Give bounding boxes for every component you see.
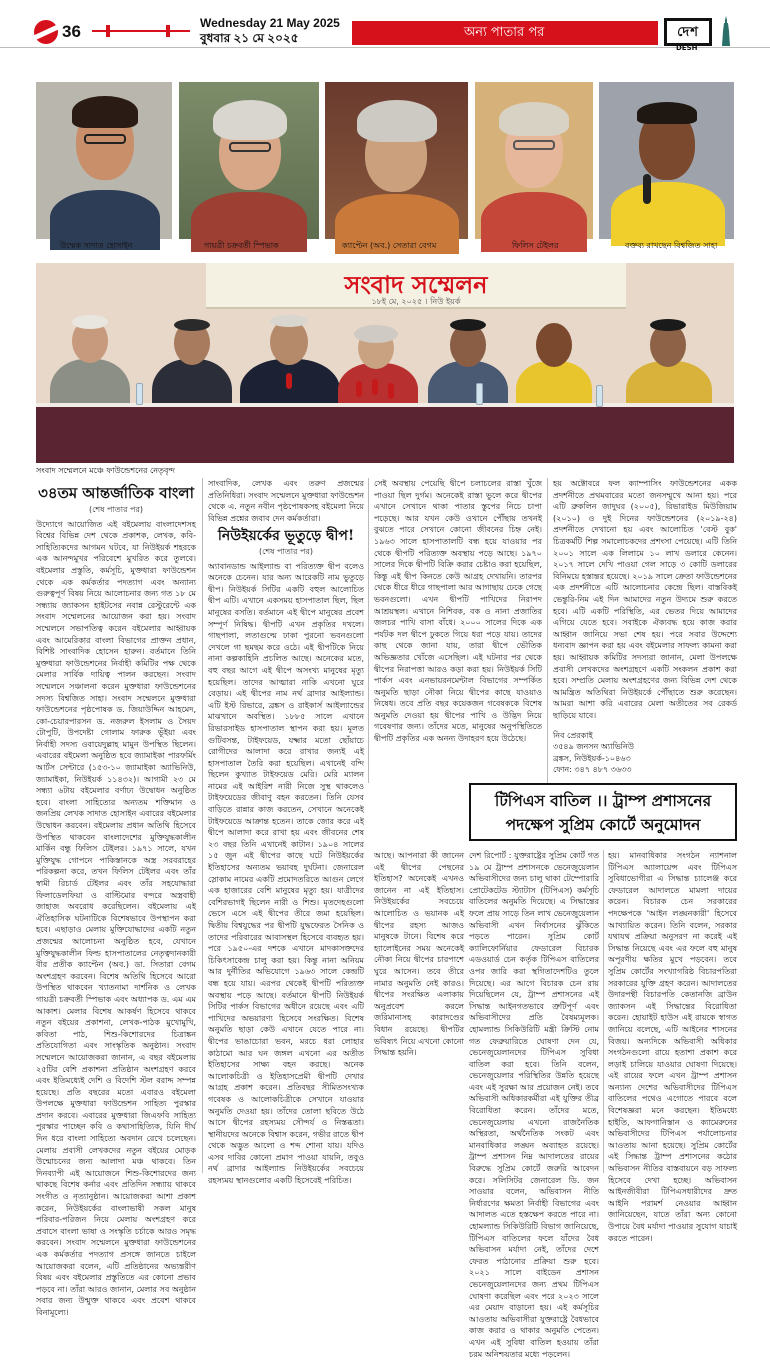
signature-block [553, 718, 737, 778]
article-bookfair-continued [208, 478, 364, 522]
press-banner [206, 263, 626, 309]
water-bottle [136, 383, 143, 405]
press-banner-title: সংবাদ সম্মেলন [344, 270, 488, 299]
tps-col2-body: হয়। মানবাধিকার সংগঠন ন্যাশনাল টিপিএস অ্যালায়েন্স এবং টিপিএস সুবিধাভোগীরা এ সিদ্ধান্ত চ্যালেঞ্জ করে ফেডারেল আদালতে মামলা দায়ের করেন। বিচারক চেন সরকারের পদক্ষেপকে 'আইন লঙ্ঘনকারী' হিসেবে আখ্যায়িত করেন। তিনি বলেন, সরকার যথাযথ প্রক্রিয়া অনুসরণ না করেই এই সিদ্ধান্ত নিয়েছে এবং এর ফলে বহু মানুষ অপূরণীয় ক্ষতির মুখে পড়বেন। তবে সুপ্রিম কোর্টের সংখ্যাগরিষ্ঠ বিচারপতিরা সরকারের যুক্তি গ্রহণ করেন। আদালতের উদারপন্থী বিচারপতি কেতানজি ব্রাউন জ্যাকসন এই সিদ্ধান্তের বিরোধিতা করেন। হোয়াইট হাউস এই রায়কে স্বাগত জানিয়ে বলেছে, এটি আইনের শাসনের বিজয়। অন্যদিকে অভিবাসী অধিকার সংগঠনগুলো রায়ে হতাশা প্রকাশ করে লড়াই চালিয়ে যাওয়ার ঘোষণা দিয়েছে। এই রায়ের ফলে এখন ট্রাম্প প্রশাসন অন্যান্য দেশের অভিবাসীদের টিপিএস বাতিলের পথেও এগোতে পারবে বলে বিশেষজ্ঞরা মনে করছেন। ইতিমধ্যে হাইতি, আফগানিস্তান ও ক্যামেরুনের অভিবাসীদের টিপিএস পর্যালোচনার আওতায় আনা হয়েছে। সুপ্রিম কোর্টের এই সিদ্ধান্ত ট্রাম্প প্রশাসনের কঠোর অভিবাসন নীতির বাস্তবায়নে বড় সাফল্য হিসেবে দেখা হচ্ছে। অভিবাসন আইনজীবীরা টিপিএসধারীদের দ্রুত আইনি পরামর্শ নেওয়ার আহ্বান জানিয়েছেন, যাতে তাঁরা অন্য কোনো উপায়ে বৈধ মর্যাদা পাওয়ার সুযোগ যাচাই করতে পারেন। [608, 851, 737, 1243]
bookfair-extra-body [374, 1174, 375, 1175]
page-number: 36 [62, 22, 81, 41]
press-conference-photo [36, 263, 734, 463]
article-ghost-island [208, 526, 364, 1186]
ghost-island-continued: (শেষ পাতার পর) [258, 547, 314, 556]
column-rule [547, 478, 548, 783]
ghost-island-col3-body: সেই অবস্থায় পেয়েছি দ্বীপে চলাচলের রাস্তা খুঁজে পাওয়া ছিল দুর্গম। অনেকেই রাস্তা ভুলে করে দ্বীপের এখানে সেখানে থাকা পাতার স্তুপের নিচে চাপা পড়েছে। আর যখন কেউ ওখানে পৌঁছায় তখনই বুঝতে পারে সেখানে কোনো জীবনের চিহ্ন নেই। ১৯৬৩ সালে হাসপাতালটি বন্ধ হয়ে যাওয়ার পর থেকে দ্বীপটি পরিত্যক্ত অবস্থায় পড়ে আছে। ১৯৭০ সালের দিকে দ্বীপটি বিক্রি করার চেষ্টাও করা হয়েছিল, কিন্তু এই দ্বীপ কিনতে কেউ আগ্রহ দেখায়নি। তারপর থেকে ধীরে ধীরে গাছপালা আর আগাছায় ঢেকে গেছে ভবনগুলো। এখন দ্বীপটি পাখিদের নিরাপদ আশ্রয়স্থল। এখানে নিশিবক, বক ও নানা প্রজাতির জলচর পাখি বাসা বাঁধে। ২০০০ সালের দিকে এক পর্যটক দল দ্বীপে ঢুকতে গিয়ে ধরা পড়ে যায়। তাদের কাছ থেকে জানা যায়, তারা দ্বীপে ভৌতিক অভিজ্ঞতার খোঁজে এসেছিল। এই ঘটনার পর থেকে দ্বীপের নিরাপত্তা আরও কড়া করা হয়। নিউইয়র্ক সিটি পার্কস এবং এনভায়রনমেন্টাল বিভাগের সম্পর্কিত অনুমতি ছাড়া নৌকা নিয়ে দ্বীপের কাছে যাওয়াও নিষেধ। তবে প্রতি বছর কয়েকজন গবেষককে বিশেষ অনুমতি দেওয়া হয় দ্বীপের পাখি ও উদ্ভিদ নিয়ে গবেষণার জন্য। তাঁদের মতে, মানুষের অনুপস্থিতিতে দ্বীপটি প্রকৃতির এক অনন্য উদাহরণ হয়ে উঠেছে। [374, 479, 542, 744]
microphone-icon [388, 383, 394, 399]
press-conference-caption: সংবাদ সম্মেলনে মঞ্চে ফাউন্ডেশনের নেতৃবৃন্দ [36, 466, 175, 475]
tps-col1-body: দেশ রিপোর্ট : যুক্তরাষ্ট্রের সুপ্রিম কোর্ট গত ১৯ মে ট্রাম্প প্রশাসনকে ভেনেজুয়েলান অভিবাসীদের জন্য চালু থাকা টেম্পোরারি প্রোটেকটেড স্ট্যাটাস (টিপিএস) কর্মসূচি বাতিলের অনুমতি দিয়েছে। এ সিদ্ধান্তের ফলে প্রায় সাড়ে তিন লাখ ভেনেজুয়েলান অভিবাসী এখন নির্বাসনের ঝুঁকিতে পড়তে পারেন। সুপ্রিম কোর্ট ক্যালিফোর্নিয়ার ফেডারেল বিচারক এডওয়ার্ড চেন কর্তৃক টিপিএস বাতিলের ওপর জারি করা স্থগিতাদেশটিও তুলে দিয়েছে। এর আগে বিচারক চেন রায় দিয়েছিলেন যে, ট্রাম্প প্রশাসনের এই সিদ্ধান্ত আইনগতভাবে ত্রুটিপূর্ণ এবং অভিবাসীদের প্রতি বৈষম্যমূলক। হোমল্যান্ড সিকিউরিটি মন্ত্রী ক্রিস্টি নোম গত ফেব্রুয়ারিতে ঘোষণা দেন যে, ভেনেজুয়েলানদের টিপিএস সুবিধা বাতিল করা হবে। তিনি বলেন, ভেনেজুয়েলার পরিস্থিতির উন্নতি হয়েছে এবং এই সুরক্ষা আর প্রয়োজন নেই। তবে অভিবাসী অধিকারকর্মীরা এই যুক্তির তীব্র বিরোধিতা করেন। তাঁদের মতে, ভেনেজুয়েলায় এখনো রাজনৈতিক অস্থিরতা, অর্থনৈতিক সংকট এবং মানবাধিকার লঙ্ঘন অব্যাহত রয়েছে। ট্রাম্প প্রশাসন নিম্ন আদালতের রায়ের বিরুদ্ধে সুপ্রিম কোর্টে জরুরি আবেদন করে। সলিসিটর জেনারেল ডি. জন সাওয়ার বলেন, অভিবাসন নীতি নির্ধারণের ক্ষমতা নির্বাহী বিভাগের এবং আদালত এতে হস্তক্ষেপ করতে পারে না। হোমল্যান্ড সিকিউরিটি বিভাগ জানিয়েছে, টিপিএস বাতিলের ফলে যাঁদের বৈধ অভিবাসন মর্যাদা নেই, তাঁদের দেশে ফেরত পাঠানোর প্রক্রিয়া শুরু হবে। ২০২১ সালে বাইডেন প্রশাসন ভেনেজুয়েলানদের জন্য প্রথম টিপিএস ঘোষণা করেছিল এবং পরে ২০২৩ সালে এর মেয়াদ বাড়ানো হয়। এই কর্মসূচির আওতায় অভিবাসীরা যুক্তরাষ্ট্রে বৈধভাবে কাজ করার ও থাকার অনুমতি পেতেন। এখন এই সুবিধা বাতিল হওয়ায় তাঁরা চরম অনিশ্চয়তার মধ্যে পড়লেন। [469, 851, 599, 1359]
photo-author [36, 82, 172, 239]
microphone-icon [356, 381, 362, 397]
caption-author: উম্মেক সাদাত হোসাইন [60, 241, 133, 250]
photo-phyllis-taylor [475, 82, 593, 239]
issue-date-bn: বুধবার ২১ মে ২০২৫ [200, 31, 299, 45]
ghost-island-col3b-body: আছে। আপনারা কী জানেন এই দ্বীপের পেছনের ইতিহাস? অনেকেই এখনও জানেন না এই ইতিহাস। নিউইয়র্কের সবচেয়ে আলোচিত ও ভয়ানক এই দ্বীপের রহস্য আজও মানুষকে টানে। বিশেষ করে হ্যালোইনের সময় অনেকেই নৌকা নিয়ে দ্বীপের চারপাশে ঘুরে আসেন। তবে তীরে নামার অনুমতি নেই কারও। দ্বীপের সংরক্ষিত এলাকায় অনুপ্রবেশ করলে জরিমানাসহ কারাদণ্ডের বিধান রয়েছে। দ্বীপটির ভবিষ্যৎ নিয়ে এখনো কোনো সিদ্ধান্ত হয়নি। [374, 851, 464, 1058]
article-ghost-island-col3 [374, 478, 542, 780]
section-title: অন্য পাতার পর [464, 25, 545, 40]
press-banner-subtitle: ১৮ই মে, ২০২৫ । নিউ ইয়র্ক [371, 297, 461, 306]
statue-of-liberty-icon [720, 16, 732, 46]
header-rule [92, 30, 190, 32]
bookfair-headline: ৩৪তম আন্তর্জাতিক বাংলা [38, 484, 194, 502]
column-rule [202, 478, 203, 1173]
photo-setara-begum [325, 82, 468, 239]
tps-headline-box [469, 783, 737, 841]
signature-text: নিব প্রেরকাই ৩৫৪৯ জনসন অ্যাভিনিউ ব্রঙ্কস, নিউইয়র্ক-১০৪৬৩ ফোন: ৩৪৭ ৪৮৭ ৩৬৩৩ [553, 730, 634, 774]
football-icon [34, 20, 58, 44]
caption-setara-begum: ক্যাপ্টেন (অব.) সেতারা বেগম [342, 241, 437, 250]
article-ghost-island-col3b [374, 850, 464, 1173]
photo-biswajit-saha [599, 82, 734, 239]
conference-table [36, 403, 734, 463]
ghost-island-headline: নিউইয়র্কের ভূতুড়ে দ্বীপ! [217, 528, 355, 544]
article-bookfair-extra [374, 1174, 375, 1175]
ghost-island-body: অ্যাবানডান্ড আইল্যান্ড বা পরিত্যক্ত দ্বীপ বলেও অনেকে চেনেন। যার অন্য আরেকটি নাম ভুতুড়ে দ্বীপ। নিউইয়র্ক সিটির একটি বহুল আলোচিত দ্বীপ এটি। এখানে একসময় হাসপাতাল ছিল, ছিল মানুষের বসতি। বর্তমানে এই দ্বীপে মানুষের প্রবেশ সম্পূর্ণ নিষিদ্ধ। দ্বীপটি এখন প্রকৃতির দখলে। গাছপালা, লতাগুল্মে ঢাকা পুরনো ভবনগুলো দেখলে গা ছমছম করে ওঠে। এই দ্বীপটিকে নিয়ে নানা কল্পকাহিনি প্রচলিত আছে। অনেকের মতে, বহু বছর আগে এই দ্বীপে অসংখ্য মানুষের মৃত্যু হয়েছিল। তাদের আত্মারা নাকি এখনো ঘুরে বেড়ায়। এই দ্বীপের নাম নর্থ ব্রাদার আইল্যান্ড। এটি ইস্ট রিভারে, ব্রঙ্কস ও রাইকার্স আইল্যান্ডের মাঝখানে অবস্থিত। ১৮৮৫ সালে এখানে রিভারসাইড হাসপাতাল স্থাপন করা হয়। মূলত গুটিবসন্ত, টাইফয়েড, যক্ষ্মার মতো ছোঁয়াচে রোগীদের আলাদা করে রাখার জন্যই এই হাসপাতাল তৈরি করা হয়েছিল। এখানেই বন্দি ছিলেন কুখ্যাত টাইফয়েড মেরি। মেরি ম্যালন নামের এই আইরিশ নারী নিজে সুস্থ থাকলেও টাইফয়েডের জীবাণু বহন করতেন। তিনি যেসব বাড়িতে রান্নার কাজ করতেন, সেখানে অনেকেই টাইফয়েডে আক্রান্ত হতেন। তাকে জোর করে এই দ্বীপে আলাদা করে রাখা হয় এবং জীবনের শেষ ২৩ বছর তিনি এখানেই কাটান। ১৯০৪ সালের ১৫ জুন এই দ্বীপের কাছে ঘটে নিউইয়র্কের ইতিহাসের অন্যতম ভয়াবহ দুর্ঘটনা। জেনারেল স্লোকাম নামের একটি প্রমোদতরিতে আগুন লেগে এক হাজারের বেশি মানুষের মৃত্যু হয়। যাত্রীদের বেশিরভাগই ছিলেন নারী ও শিশু। মৃতদেহগুলো ভেসে এসে এই দ্বীপের তীরে জমা হয়েছিল। দ্বিতীয় বিশ্বযুদ্ধের পর দ্বীপটি যুদ্ধফেরত সৈনিক ও তাদের পরিবারের আবাসস্থল হিসেবে ব্যবহৃত হয়। পরে ১৯৫০-এর দশকে এখানে মাদকাসক্তদের চিকিৎসাকেন্দ্র চালু করা হয়। কিন্তু নানা অনিয়ম আর দুর্নীতির অভিযোগে ১৯৬৩ সালে কেন্দ্রটি বন্ধ হয়ে যায়। এরপর থেকেই দ্বীপটি পরিত্যক্ত অবস্থায় পড়ে আছে। বর্তমানে দ্বীপটি নিউইয়র্ক সিটির পার্কস বিভাগের অধীনে রয়েছে এবং এটি পাখিদের অভয়ারণ্য হিসেবে সংরক্ষিত। বিশেষ অনুমতি ছাড়া কেউ এখানে যেতে পারে না। দ্বীপের ভাঙাচোরা ভবন, মরচে ধরা লোহার কাঠামো আর ঘন জঙ্গল এখনো এর অতীত ইতিহাসের সাক্ষ্য বহন করছে। অনেক আলোকচিত্রী ও ইতিহাসপ্রেমী দ্বীপটি দেখার আগ্রহ প্রকাশ করেন। প্রতিবছর সীমিতসংখ্যক গবেষক ও আলোকচিত্রীকে সেখানে যাওয়ার অনুমতি দেওয়া হয়। তাঁদের তোলা ছবিতে উঠে আসে দ্বীপের রহস্যময় সৌন্দর্য ও নিস্তব্ধতা। স্থানীয়দের অনেকে বিশ্বাস করেন, গভীর রাতে দ্বীপ থেকে অদ্ভুত আলো ও শব্দ শোনা যায়। যদিও এসব দাবির কোনো প্রমাণ পাওয়া যায়নি, তবুও নর্থ ব্রাদার আইল্যান্ড নিউইয়র্কের সবচেয়ে রহস্যময় স্থানগুলোর একটি হিসেবেই পরিচিত। [208, 561, 364, 1186]
water-bottle [596, 385, 603, 407]
masthead-logo-sub: DESH [676, 44, 698, 52]
article-bookfair [36, 478, 196, 1317]
photo-spivak [179, 82, 319, 239]
page-header [0, 0, 770, 52]
caption-biswajit-saha: বক্তব্য রাখছেন বিশ্বজিত সাহা [625, 241, 718, 250]
bookfair-end-body: সাংবাদিক, লেখক এবং তরুণ প্রজন্মের প্রতিনিধিরা। সংবাদ সম্মেলনে মুক্তধারা ফাউন্ডেশন থেকে এ. নতুন নবীন পৃষ্ঠপোষকসহ বইমেলা নিয়ে বিভিন্ন প্রশ্নের জবাব দেন কর্মকর্তারা। [208, 479, 364, 523]
collector-body: হয় অক্টোবরে ফল ক্যাম্পাসিং ফাউন্ডেশনের একক প্রদর্শনীতে প্রথমবারের মতো জনসম্মুখে আনা হয়। পরে এটি ব্রুকলিন জাদুঘর (২০০৫), রিভারাইড মিউজিয়াম (২০১০) ও দুই দিনের ফাউন্ডেশনের (২০১৯-২৪) প্রদর্শনীতে দেখানো হয় এবং আলোচিত 'বেস্ট বুক' চিত্রকর্মটি শিল্প সমালোচকদের প্রশংসা পেয়েছে। এটি তিনি ২০০১ সালে এক লিলামে ১০ লাখ ডলারে কেনেন। ২০১৭ সালে দেখি পাওয়া গেল সাড়ে ৩ কোটি ডলারের বিনিময়ে হস্তান্তর হয়েছে। ২০১৯ সালে ক্রেতা ফাউন্ডেশনের এক প্রদর্শনীতে এটি আলোচনার কেন্দ্রে ছিল। বাস্তবিকই ভেন্তুরি-নিম এই দিন আমাদের নতুন উদ্যমে শুরু করতে হবে। এটি একটি পরিস্থিতি, এর ভেতর দিয়ে আমাদের এগিয়ে যেতে হবে। সবাইকে ঐক্যবদ্ধ হয়ে কাজ করার আহ্বান জানিয়ে সভা শেষ হয়। পরে সবার উদ্দেশ্যে ধন্যবাদ জ্ঞাপন করা হয় এবং বইমেলার সাফল্য কামনা করা হয়। আহ্বায়ক কমিটির সদস্যরা জানান, মেলা উপলক্ষে প্রবাসী লেখকদের অংশগ্রহণে একটি সংকলন প্রকাশ করা হবে। সম্প্রতি মেলায় অংশগ্রহণের জন্য বিভিন্ন দেশ থেকে আমন্ত্রিত অতিথিরা নিউইয়র্কে পৌঁছাতে শুরু করেছেন। আমরা আশা করি এবারের মেলা অতীতের সব রেকর্ড ছাড়িয়ে যাবে। [553, 479, 737, 720]
issue-date [200, 16, 340, 46]
column-rule [368, 478, 369, 783]
tps-headline-line2: পদক্ষেপ সুপ্রিম কোর্টে অনুমোদন [505, 815, 701, 834]
tps-article-col2 [608, 850, 737, 1243]
caption-phyllis-taylor: ফিলিস টেইলর [512, 241, 559, 250]
caption-spivak: গায়ত্রী চক্রবর্তী স্পিভাক [204, 241, 279, 250]
masthead-logo: দেশ [664, 18, 712, 46]
column-rule [603, 850, 604, 1173]
issue-date-en: Wednesday 21 May 2025 [200, 16, 340, 30]
microphone-icon [372, 379, 378, 395]
water-bottle [476, 383, 483, 405]
bookfair-body: উদ্যোগে আয়োজিত এই বইমেলায় বাংলাদেশসহ বিশ্বের বিভিন্ন দেশ থেকে প্রকাশক, লেখক, কবি-সাহিত্যিকদের আগমন ঘটবে, যা নিউইয়র্ক শহরকে এক আনন্দমুখর পরিবেশে মুখরিত করে তুলবে। বইমেলার প্রস্তুতি, কর্মসূচি, মুক্তধারা ফাউন্ডেশন থেকে এক কর্মকর্তার পদত্যাগ এবং অন্যান্য গুরুত্বপূর্ণ বিষয় নিয়ে আলোচনার জন্য গত ১৮ মে সন্ধ্যায় জ্যাকসন হাইটসের নবান্ন রেস্টুরেন্টে এক সংবাদ সম্মেলনের আয়োজন করা হয়। সংবাদ সম্মেলনে সভাপতিত্ব করেন বইমেলার আহ্বায়ক এবং আমেরিকার বাংলা বিভাগের প্রাক্তন প্রধান, বিশিষ্ট সাংবাদিক হোসেন হারুন। বর্তমানে তিনি মুক্তধারা ফাউন্ডেশনের নির্বাহী কমিটির পক্ষ থেকে মেলার সার্বিক দায়িত্ব পালন করছেন। সংবাদ সম্মেলনে সঞ্চালনা করেন মুক্তধারা ফাউন্ডেশনের সদস্য বিশ্বজিত সাহা। সংবাদ সম্মেলনে মুক্তধারা ফাউন্ডেশনের পৃষ্ঠপোষক ড. জিয়াউদ্দিন আহমেদ, কো-চেয়ারপারসন ড. নজরুল ইসলাম ও সৈয়দ টোপুটি, উপদেষ্টা গোলাম ফারুক ভূঁইয়া এবং নির্বাহী সদস্য ওবায়েদুল্লাহ মামুন উপস্থিত ছিলেন। এবারের বইমেলা অনুষ্ঠিত হবে জ্যামাইকা পারফর্মিং আর্টস সেন্টারে (১৫৩-১০ জ্যামাইকা অ্যাভিনিউ, জ্যামাইকা, নিউইয়র্ক ১১৪৩২)। আগামী ২৩ মে সন্ধ্যা ৬টায় বইমেলার বর্ণাঢ্য উদ্বোধন অনুষ্ঠিত হবে। বাংলা সাহিত্যের অন্যতম শক্তিমান ও জনপ্রিয় লেখক সাদাত হোসাইন এবারের বইমেলার উদ্বোধন করবেন। বইমেলায় প্রধান অতিথি হিসেবে উপস্থিত থাকবেন বাংলাদেশের মুক্তিযুদ্ধকালীন মার্কিন বন্ধু ফিলিস টেইলর। ১৯৭১ সালে, যখন মুক্তিযুদ্ধ গোপনে পাকিস্তানকে অস্ত্র সরবরাহের পরিকল্পনা করে, তখন ফিলিস টেইলর এবং তাঁর স্বামী রিচার্ড টেইলর এবং তাঁর সহযোদ্ধারা ফিলাডেলফিয়া ও বাল্টিমোর বন্দরে অস্ত্রবাহী জাহাজ অবরোধ করেছিলেন। বইমেলায় এই ঐতিহাসিক ঘটনাটিকে বিশেষভাবে উপস্থাপন করা হবে। এছাড়াও মেলায় মুক্তিযোদ্ধাদের একটি নতুন প্রজন্মের আলোচনা অনুষ্ঠিত হবে, যেখানে মুক্তিযুদ্ধকালীন ফিল্ড হাসপাতালের নেতৃত্বদানকারী বীর প্রতীক ক্যাপ্টেন (অব.) ডা. সিতারা বেগম অংশগ্রহণ করবেন। বিশেষ অতিথি হিসেবে আরো উপস্থিত থাকবেন খ্যাতনামা দার্শনিক ও লেখক গায়ত্রী চক্রবর্তী স্পিভাক এবং অধ্যাপক ড. এম এম আকাশ। মেলার বিশেষ আকর্ষণ হিসেবে থাকবে নতুন বইয়ের প্রকাশনা, লেখক-পাঠক মুখোমুখি, কবিতা পাঠ, শিশু-কিশোরদের চিত্রাঙ্কন প্রতিযোগিতা এবং সাংস্কৃতিক অনুষ্ঠান। সংবাদ সম্মেলনে আয়োজকরা জানান, এ বছর বইমেলায় ২৫টির বেশি প্রকাশনা প্রতিষ্ঠান অংশগ্রহণ করবে এবং ইতিমধ্যেই দেশি ও বিদেশি স্টল বরাদ্দ সম্পন্ন হয়েছে। প্রতি বছরের মতো এবারও বইমেলা উপলক্ষে মুক্তধারা ফাউন্ডেশন সাহিত্য পুরস্কার প্রদান করবে। এবারের মুক্তধারা জিএফবি সাহিত্য পুরস্কার পাচ্ছেন কবি ও কথাসাহিত্যিক, যিনি দীর্ঘ দিন ধরে বাংলা সাহিত্যে অবদান রেখে চলেছেন। মেলায় প্রবাসী লেখকদের নতুন বইয়ের মোড়ক উন্মোচনের জন্য আলাদা মঞ্চ থাকবে। তিন দিনব্যাপী এই আয়োজনে শিশু-কিশোরদের জন্য থাকছে বিশেষ কর্নার এবং প্রতিদিন সন্ধ্যায় থাকবে সংগীত ও নৃত্যানুষ্ঠান। আয়োজকরা আশা প্রকাশ করেন, নিউইয়র্কের বাংলাভাষী সকল মানুষ পরিবার-পরিজন নিয়ে মেলায় অংশগ্রহণ করে প্রবাসে বাংলা ভাষা ও সংস্কৃতি চর্চাকে আরও সমৃদ্ধ করবেন। সংবাদ সম্মেলনে মুক্তধারা ফাউন্ডেশনের এক কর্মকর্তার পদত্যাগ প্রসঙ্গে জানতে চাইলে আয়োজকরা বলেন, এটি প্রতিষ্ঠানের অভ্যন্তরীণ বিষয় এবং বইমেলার প্রস্তুতিতে এর কোনো প্রভাব পড়বে না। তাঁরা আরও জানান, মেলার সব অনুষ্ঠান সবার জন্য উন্মুক্ত থাকবে এবং প্রবেশ থাকবে বিনামূল্যে। [36, 519, 196, 1317]
section-banner [352, 21, 658, 45]
article-collector [553, 478, 737, 720]
bookfair-continued: (শেষ পাতার পর) [88, 505, 144, 514]
tps-article-col1 [469, 850, 599, 1359]
tps-headline-line1: টিপিএস বাতিল ।। ট্রাম্প প্রশাসনের [494, 791, 712, 810]
microphone-icon [286, 373, 292, 389]
